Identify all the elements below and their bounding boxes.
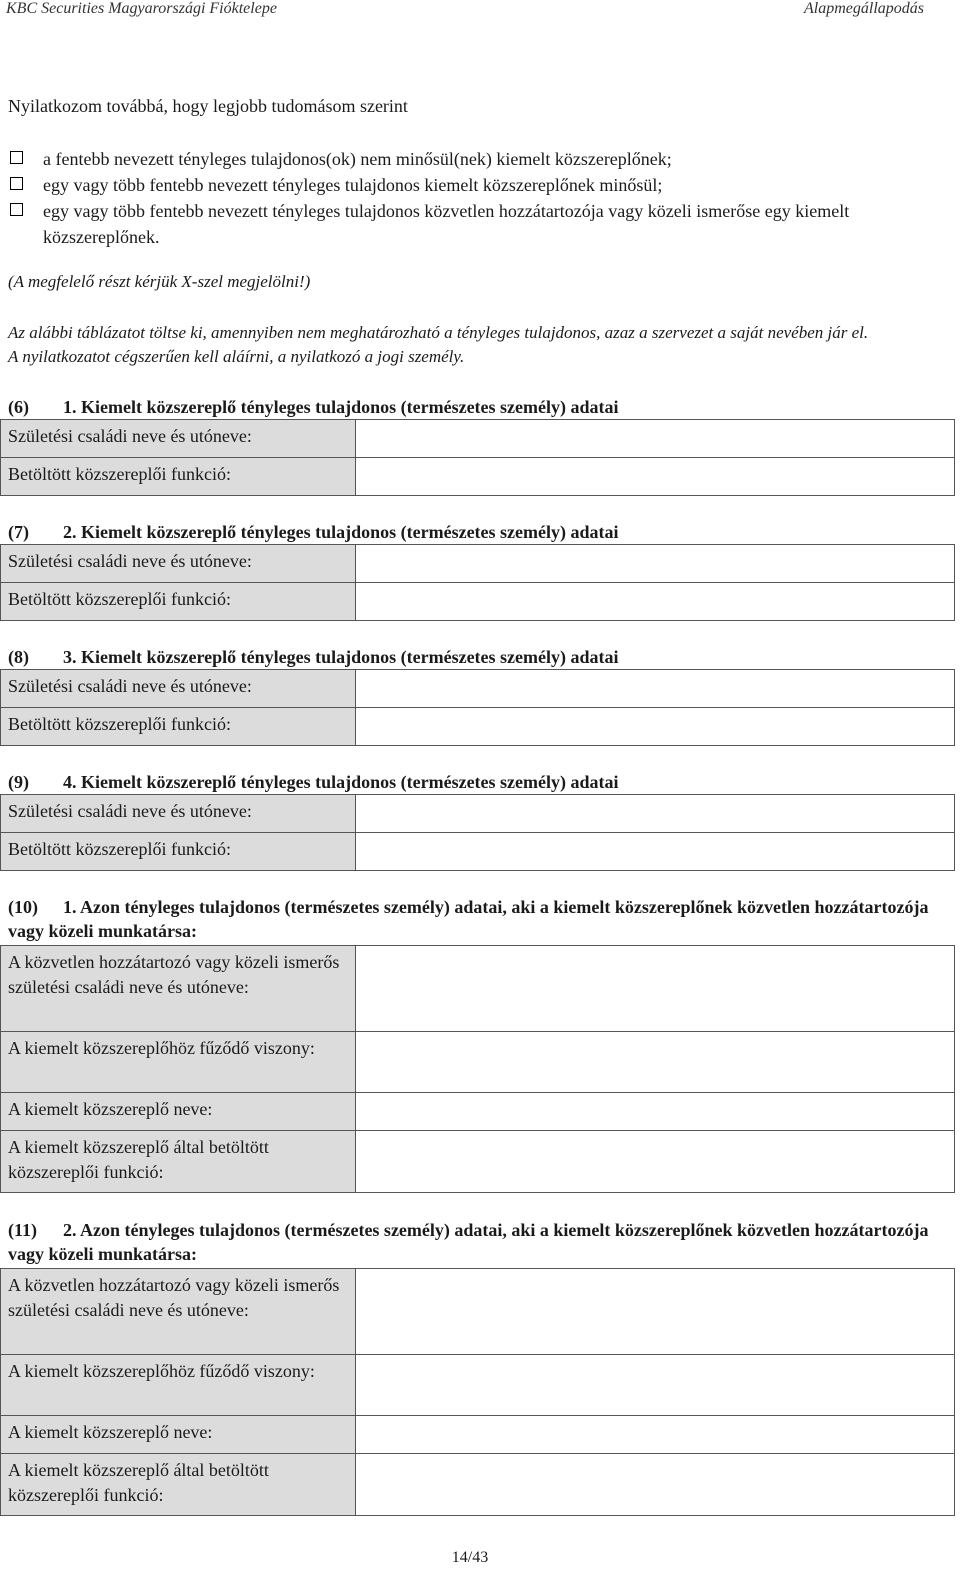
page-header <box>6 0 924 22</box>
field-input[interactable] <box>356 795 955 833</box>
field-input[interactable] <box>356 1454 955 1516</box>
section-heading <box>8 395 953 419</box>
instruction-line: A nyilatkozatot cégszerűen kell aláírni, a nyilatkozó a jogi személy. <box>8 347 465 366</box>
form-table <box>0 1268 955 1516</box>
field-input[interactable] <box>356 708 955 746</box>
section-heading <box>8 1218 953 1266</box>
checkbox-option[interactable] <box>8 172 953 198</box>
form-table <box>0 669 955 746</box>
section-number: (9) <box>8 772 29 792</box>
field-label: A kiemelt közszereplő által betöltött közszereplői funkció: <box>1 1131 356 1193</box>
checkbox-icon[interactable] <box>10 203 23 216</box>
section-title: 4. Kiemelt közszereplő tényleges tulajdonos (természetes személy) adatai <box>63 772 619 792</box>
field-input[interactable] <box>356 545 955 583</box>
checkbox-label: egy vagy több fentebb nevezett tényleges tulajdonos közvetlen hozzátartozója vagy közeli ismerőse egy kiemelt közszereplőnek. <box>43 201 850 247</box>
field-label: A kiemelt közszereplő neve: <box>1 1416 356 1454</box>
checkbox-label: a fentebb nevezett tényleges tulajdonos(ok) nem minősül(nek) kiemelt közszereplőnek; <box>43 149 672 169</box>
field-input[interactable] <box>356 946 955 1032</box>
instructions <box>8 321 953 369</box>
section-heading <box>8 645 953 669</box>
field-input[interactable] <box>356 670 955 708</box>
page-number: 14/43 <box>451 1549 489 1566</box>
field-label: Születési családi neve és utóneve: <box>1 670 356 708</box>
field-input[interactable] <box>356 833 955 871</box>
section-number: (7) <box>8 522 29 542</box>
field-input[interactable] <box>356 1131 955 1193</box>
section-title: 1. Azon tényleges tulajdonos (természetes személy) adatai, aki a kiemelt közszereplőnek közvetlen hozzátartozója vagy közeli munkatársa: <box>8 897 929 941</box>
field-input[interactable] <box>356 1355 955 1416</box>
section-title: 3. Kiemelt közszereplő tényleges tulajdonos (természetes személy) adatai <box>63 647 619 667</box>
checkbox-label: egy vagy több fentebb nevezett tényleges tulajdonos kiemelt közszereplőnek minősül; <box>43 175 663 195</box>
field-input[interactable] <box>356 420 955 458</box>
checkbox-icon[interactable] <box>10 151 23 164</box>
section-number: (8) <box>8 647 29 667</box>
field-label: A kiemelt közszereplőhöz fűződő viszony: <box>1 1032 356 1093</box>
checkbox-icon[interactable] <box>10 177 23 190</box>
field-input[interactable] <box>356 1032 955 1093</box>
section-title: 1. Kiemelt közszereplő tényleges tulajdonos (természetes személy) adatai <box>63 397 619 417</box>
field-label: A kiemelt közszereplő neve: <box>1 1093 356 1131</box>
section-number: (10) <box>8 897 38 917</box>
checkbox-list <box>8 146 953 250</box>
header-document-title: Alapmegállapodás <box>804 0 924 17</box>
field-input[interactable] <box>356 1093 955 1131</box>
field-input[interactable] <box>356 458 955 496</box>
form-table <box>0 945 955 1193</box>
field-label: Betöltött közszereplői funkció: <box>1 458 356 496</box>
field-label: Születési családi neve és utóneve: <box>1 795 356 833</box>
section-number: (6) <box>8 397 29 417</box>
field-label: Betöltött közszereplői funkció: <box>1 708 356 746</box>
field-label: Betöltött közszereplői funkció: <box>1 583 356 621</box>
intro-text: Nyilatkozom továbbá, hogy legjobb tudomásom szerint <box>8 96 408 116</box>
marking-note: (A megfelelő részt kérjük X-szel megjelölni!) <box>8 272 311 291</box>
field-input[interactable] <box>356 1416 955 1454</box>
field-label: A kiemelt közszereplőhöz fűződő viszony: <box>1 1355 356 1416</box>
section-title: 2. Azon tényleges tulajdonos (természetes személy) adatai, aki a kiemelt közszereplőnek közvetlen hozzátartozója vagy közeli munkatársa: <box>8 1220 929 1264</box>
form-table <box>0 419 955 496</box>
section-heading <box>8 770 953 794</box>
field-label: Betöltött közszereplői funkció: <box>1 833 356 871</box>
field-label: A kiemelt közszereplő által betöltött közszereplői funkció: <box>1 1454 356 1516</box>
form-table <box>0 794 955 871</box>
field-input[interactable] <box>356 583 955 621</box>
section-number: (11) <box>8 1220 37 1240</box>
field-input[interactable] <box>356 1269 955 1355</box>
field-label: A közvetlen hozzátartozó vagy közeli ismerős születési családi neve és utóneve: <box>1 946 356 1032</box>
instruction-line: Az alábbi táblázatot töltse ki, amennyiben nem meghatározható a tényleges tulajdonos, azaz a szervezet a saját nevében jár el. <box>8 323 869 342</box>
field-label: Születési családi neve és utóneve: <box>1 420 356 458</box>
section-heading <box>8 520 953 544</box>
field-label: A közvetlen hozzátartozó vagy közeli ismerős születési családi neve és utóneve: <box>1 1269 356 1355</box>
checkbox-option[interactable] <box>8 146 953 172</box>
header-company: KBC Securities Magyarországi Fióktelepe <box>6 0 277 17</box>
checkbox-option[interactable] <box>8 198 953 250</box>
section-heading <box>8 895 953 943</box>
form-table <box>0 544 955 621</box>
section-title: 2. Kiemelt közszereplő tényleges tulajdonos (természetes személy) adatai <box>63 522 619 542</box>
field-label: Születési családi neve és utóneve: <box>1 545 356 583</box>
